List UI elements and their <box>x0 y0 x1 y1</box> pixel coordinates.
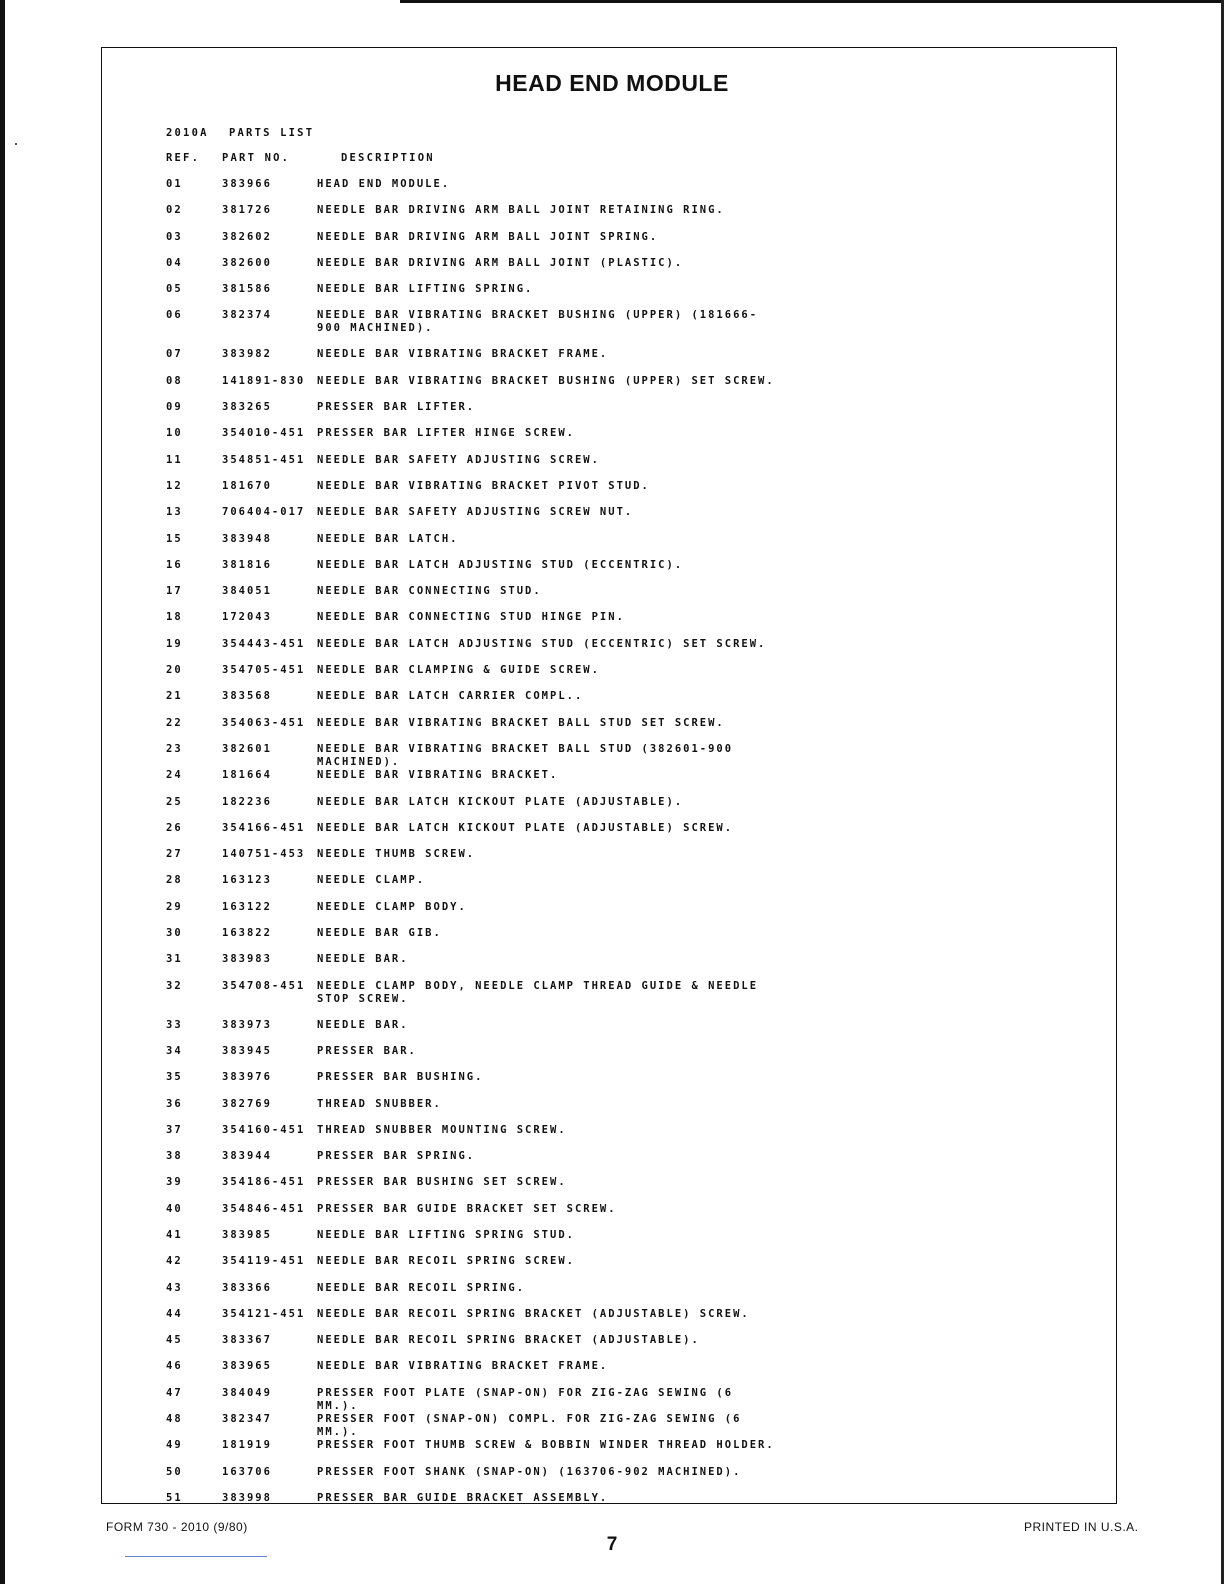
parts-row <box>166 1071 1066 1097</box>
ref-number: 30 <box>166 927 183 940</box>
parts-row <box>166 1098 1066 1124</box>
part-description: PRESSER BAR GUIDE BRACKET SET SCREW. <box>317 1202 617 1215</box>
ref-number: 24 <box>166 769 183 782</box>
part-description: PRESSER FOOT SHANK (SNAP-ON) (163706-902 MACHINED). <box>317 1465 742 1478</box>
ref-number: 40 <box>166 1202 183 1215</box>
ref-number: 17 <box>166 585 183 598</box>
part-number: 383998 <box>222 1491 272 1504</box>
ref-number: 33 <box>166 1018 183 1031</box>
part-number: 383973 <box>222 1018 272 1031</box>
parts-row <box>166 533 1066 559</box>
ref-number: 51 <box>166 1491 183 1504</box>
scan-edge <box>0 0 5 1584</box>
part-number: 354166-451 <box>222 821 306 834</box>
part-description: THREAD SNUBBER MOUNTING SCREW. <box>317 1123 567 1136</box>
parts-row <box>166 1308 1066 1334</box>
scan-mark-line <box>125 1556 267 1557</box>
ref-number: 02 <box>166 204 183 217</box>
part-number: 706404-017 <box>222 506 306 519</box>
part-description: NEEDLE BAR LATCH. <box>317 532 459 545</box>
part-description: PRESSER FOOT (SNAP-ON) COMPL. FOR ZIG-ZAG SEWING (6 MM.). <box>317 1413 742 1439</box>
ref-number: 34 <box>166 1044 183 1057</box>
part-number: 382600 <box>222 256 272 269</box>
part-number: 383965 <box>222 1360 272 1373</box>
part-description: NEEDLE BAR DRIVING ARM BALL JOINT (PLASTIC). <box>317 256 684 269</box>
part-description: PRESSER BAR BUSHING. <box>317 1071 484 1084</box>
part-description: NEEDLE CLAMP BODY, NEEDLE CLAMP THREAD GUIDE & NEEDLE STOP SCREW. <box>317 979 759 1005</box>
part-description: NEEDLE BAR. <box>317 953 409 966</box>
parts-row <box>166 1045 1066 1071</box>
parts-row <box>166 1124 1066 1150</box>
part-number: 382601 <box>222 742 272 755</box>
part-number: 383944 <box>222 1150 272 1163</box>
ref-number: 19 <box>166 637 183 650</box>
parts-row <box>166 375 1066 401</box>
part-number: 381816 <box>222 558 272 571</box>
parts-row <box>166 348 1066 374</box>
parts-row <box>166 427 1066 453</box>
part-description: NEEDLE BAR VIBRATING BRACKET FRAME. <box>317 1360 609 1373</box>
parts-row <box>166 204 1066 230</box>
parts-row <box>166 506 1066 532</box>
ref-number: 05 <box>166 283 183 296</box>
ref-number: 26 <box>166 821 183 834</box>
parts-row <box>166 178 1066 204</box>
part-description: NEEDLE BAR. <box>317 1018 409 1031</box>
part-number: 172043 <box>222 611 272 624</box>
ref-number: 22 <box>166 716 183 729</box>
part-number: 181664 <box>222 769 272 782</box>
part-description: PRESSER FOOT THUMB SCREW & BOBBIN WINDER THREAD HOLDER. <box>317 1439 775 1452</box>
parts-row <box>166 1150 1066 1176</box>
part-number: 163706 <box>222 1465 272 1478</box>
parts-row <box>166 638 1066 664</box>
ref-number: 07 <box>166 348 183 361</box>
part-number: 383945 <box>222 1044 272 1057</box>
ref-number: 37 <box>166 1123 183 1136</box>
part-number: 354160-451 <box>222 1123 306 1136</box>
part-number: 384049 <box>222 1386 272 1399</box>
model-label: 2010A <box>166 127 209 139</box>
parts-row <box>166 690 1066 716</box>
ref-number: 16 <box>166 558 183 571</box>
part-number: 384051 <box>222 585 272 598</box>
part-number: 354705-451 <box>222 664 306 677</box>
part-description: NEEDLE BAR LATCH ADJUSTING STUD (ECCENTRIC) SET SCREW. <box>317 637 767 650</box>
ref-number: 25 <box>166 795 183 808</box>
part-number: 163122 <box>222 900 272 913</box>
page-title: HEAD END MODULE <box>495 70 729 96</box>
parts-row <box>166 231 1066 257</box>
ref-number: 23 <box>166 742 183 755</box>
ref-number: 35 <box>166 1071 183 1084</box>
parts-row <box>166 1203 1066 1229</box>
ref-number: 39 <box>166 1176 183 1189</box>
part-number: 383366 <box>222 1281 272 1294</box>
ref-number: 43 <box>166 1281 183 1294</box>
ref-number: 12 <box>166 479 183 492</box>
part-number: 182236 <box>222 795 272 808</box>
ref-number: 38 <box>166 1150 183 1163</box>
ref-number: 01 <box>166 178 183 190</box>
part-description: NEEDLE BAR LATCH ADJUSTING STUD (ECCENTRIC). <box>317 558 684 571</box>
part-description: PRESSER BAR BUSHING SET SCREW. <box>317 1176 567 1189</box>
ref-number: 13 <box>166 506 183 519</box>
ref-number: 42 <box>166 1255 183 1268</box>
part-number: 381726 <box>222 204 272 217</box>
part-number: 354121-451 <box>222 1307 306 1320</box>
ref-number: 20 <box>166 664 183 677</box>
ref-number: 47 <box>166 1386 183 1399</box>
part-description: NEEDLE BAR VIBRATING BRACKET. <box>317 769 559 782</box>
ref-number: 28 <box>166 874 183 887</box>
part-description: NEEDLE BAR VIBRATING BRACKET FRAME. <box>317 348 609 361</box>
parts-row <box>166 480 1066 506</box>
part-number: 141891-830 <box>222 374 306 387</box>
parts-row <box>166 1360 1066 1386</box>
ref-number: 41 <box>166 1228 183 1241</box>
scan-edge-top <box>400 0 1224 3</box>
part-number: 382769 <box>222 1097 272 1110</box>
ref-number: 44 <box>166 1307 183 1320</box>
part-description: NEEDLE BAR LATCH CARRIER COMPL.. <box>317 690 584 703</box>
part-description: NEEDLE BAR RECOIL SPRING BRACKET (ADJUSTABLE) SCREW. <box>317 1307 750 1320</box>
ref-number: 32 <box>166 979 183 992</box>
part-description: NEEDLE BAR RECOIL SPRING BRACKET (ADJUSTABLE). <box>317 1334 700 1347</box>
part-description: NEEDLE BAR VIBRATING BRACKET BUSHING (UPPER) (181666-900 MACHINED). <box>317 309 759 335</box>
part-description: THREAD SNUBBER. <box>317 1097 442 1110</box>
part-number: 383985 <box>222 1228 272 1241</box>
parts-row <box>166 401 1066 427</box>
part-description: NEEDLE BAR LATCH KICKOUT PLATE (ADJUSTABLE) SCREW. <box>317 821 734 834</box>
parts-list-label: PARTS LIST <box>229 127 315 139</box>
column-header-part: PART NO. <box>222 152 291 164</box>
part-description: NEEDLE BAR VIBRATING BRACKET BALL STUD (382601-900 MACHINED). <box>317 742 734 768</box>
part-description: NEEDLE BAR CONNECTING STUD HINGE PIN. <box>317 611 625 624</box>
parts-row <box>166 1387 1066 1413</box>
part-description: NEEDLE BAR GIB. <box>317 927 442 940</box>
page-number: 7 <box>606 1534 618 1555</box>
part-description: HEAD END MODULE. <box>317 178 451 190</box>
ref-number: 03 <box>166 230 183 243</box>
ref-number: 48 <box>166 1413 183 1426</box>
part-number: 354063-451 <box>222 716 306 729</box>
part-description: NEEDLE BAR SAFETY ADJUSTING SCREW NUT. <box>317 506 634 519</box>
parts-row <box>166 1413 1066 1439</box>
parts-row <box>166 309 1066 348</box>
part-number: 382347 <box>222 1413 272 1426</box>
parts-row <box>166 743 1066 769</box>
parts-row <box>166 1492 1066 1518</box>
parts-row <box>166 1255 1066 1281</box>
ref-number: 46 <box>166 1360 183 1373</box>
ref-number: 18 <box>166 611 183 624</box>
part-number: 383948 <box>222 532 272 545</box>
part-description: PRESSER BAR LIFTER. <box>317 401 476 414</box>
parts-row <box>166 1176 1066 1202</box>
ref-number: 27 <box>166 848 183 861</box>
ref-number: 10 <box>166 427 183 440</box>
part-description: PRESSER BAR SPRING. <box>317 1150 476 1163</box>
parts-row <box>166 585 1066 611</box>
ref-number: 29 <box>166 900 183 913</box>
part-description: NEEDLE THUMB SCREW. <box>317 848 476 861</box>
parts-row <box>166 769 1066 795</box>
parts-row <box>166 1282 1066 1308</box>
ref-number: 08 <box>166 374 183 387</box>
parts-row <box>166 848 1066 874</box>
part-number: 354851-451 <box>222 453 306 466</box>
part-number: 383367 <box>222 1334 272 1347</box>
printed-in-usa: PRINTED IN U.S.A. <box>1024 1520 1139 1534</box>
part-number: 383982 <box>222 348 272 361</box>
part-description: NEEDLE BAR RECOIL SPRING SCREW. <box>317 1255 575 1268</box>
part-description: NEEDLE BAR VIBRATING BRACKET BALL STUD SET SCREW. <box>317 716 725 729</box>
parts-row <box>166 1466 1066 1492</box>
part-number: 381586 <box>222 283 272 296</box>
ref-number: 21 <box>166 690 183 703</box>
ref-number: 11 <box>166 453 183 466</box>
part-number: 383966 <box>222 178 272 190</box>
parts-row <box>166 717 1066 743</box>
part-description: PRESSER BAR. <box>317 1044 417 1057</box>
part-description: NEEDLE BAR DRIVING ARM BALL JOINT RETAINING RING. <box>317 204 725 217</box>
parts-row <box>166 1439 1066 1465</box>
part-number: 383568 <box>222 690 272 703</box>
ref-number: 49 <box>166 1439 183 1452</box>
parts-row <box>166 1019 1066 1045</box>
parts-row <box>166 559 1066 585</box>
part-number: 383265 <box>222 401 272 414</box>
ref-number: 50 <box>166 1465 183 1478</box>
part-description: NEEDLE BAR LIFTING SPRING. <box>317 283 534 296</box>
column-header-ref: REF. <box>166 152 201 164</box>
part-description: NEEDLE BAR CLAMPING & GUIDE SCREW. <box>317 664 600 677</box>
part-number: 382602 <box>222 230 272 243</box>
parts-row <box>166 953 1066 979</box>
part-description: PRESSER FOOT PLATE (SNAP-ON) FOR ZIG-ZAG SEWING (6 MM.). <box>317 1386 734 1412</box>
scan-speck <box>15 143 17 145</box>
part-number: 354708-451 <box>222 979 306 992</box>
parts-row <box>166 874 1066 900</box>
part-description: PRESSER BAR LIFTER HINGE SCREW. <box>317 427 575 440</box>
parts-row <box>166 927 1066 953</box>
part-number: 181670 <box>222 479 272 492</box>
part-number: 354846-451 <box>222 1202 306 1215</box>
part-description: NEEDLE CLAMP. <box>317 874 426 887</box>
ref-number: 04 <box>166 256 183 269</box>
part-number: 163822 <box>222 927 272 940</box>
parts-row <box>166 454 1066 480</box>
ref-number: 31 <box>166 953 183 966</box>
part-number: 354186-451 <box>222 1176 306 1189</box>
parts-row <box>166 901 1066 927</box>
part-description: NEEDLE BAR LATCH KICKOUT PLATE (ADJUSTABLE). <box>317 795 684 808</box>
parts-list <box>166 178 1066 1518</box>
parts-row <box>166 257 1066 283</box>
part-number: 181919 <box>222 1439 272 1452</box>
parts-row <box>166 611 1066 637</box>
part-number: 354010-451 <box>222 427 306 440</box>
part-number: 140751-453 <box>222 848 306 861</box>
part-number: 382374 <box>222 309 272 322</box>
parts-row <box>166 1334 1066 1360</box>
part-number: 163123 <box>222 874 272 887</box>
parts-row <box>166 1229 1066 1255</box>
part-number: 383976 <box>222 1071 272 1084</box>
parts-row <box>166 283 1066 309</box>
part-number: 354119-451 <box>222 1255 306 1268</box>
part-description: NEEDLE CLAMP BODY. <box>317 900 467 913</box>
parts-row <box>166 664 1066 690</box>
ref-number: 36 <box>166 1097 183 1110</box>
ref-number: 06 <box>166 309 183 322</box>
part-description: NEEDLE BAR LIFTING SPRING STUD. <box>317 1228 575 1241</box>
part-number: 383983 <box>222 953 272 966</box>
part-description: NEEDLE BAR DRIVING ARM BALL JOINT SPRING. <box>317 230 659 243</box>
parts-row <box>166 796 1066 822</box>
part-description: NEEDLE BAR VIBRATING BRACKET BUSHING (UPPER) SET SCREW. <box>317 374 775 387</box>
part-description: NEEDLE BAR SAFETY ADJUSTING SCREW. <box>317 453 600 466</box>
ref-number: 09 <box>166 401 183 414</box>
part-description: PRESSER BAR GUIDE BRACKET ASSEMBLY. <box>317 1491 609 1504</box>
parts-row <box>166 822 1066 848</box>
parts-row <box>166 980 1066 1019</box>
part-description: NEEDLE BAR VIBRATING BRACKET PIVOT STUD. <box>317 479 650 492</box>
ref-number: 45 <box>166 1334 183 1347</box>
part-description: NEEDLE BAR RECOIL SPRING. <box>317 1281 526 1294</box>
part-number: 354443-451 <box>222 637 306 650</box>
form-number: FORM 730 - 2010 (9/80) <box>106 1520 248 1534</box>
part-description: NEEDLE BAR CONNECTING STUD. <box>317 585 542 598</box>
ref-number: 15 <box>166 532 183 545</box>
column-header-description: DESCRIPTION <box>341 152 435 164</box>
